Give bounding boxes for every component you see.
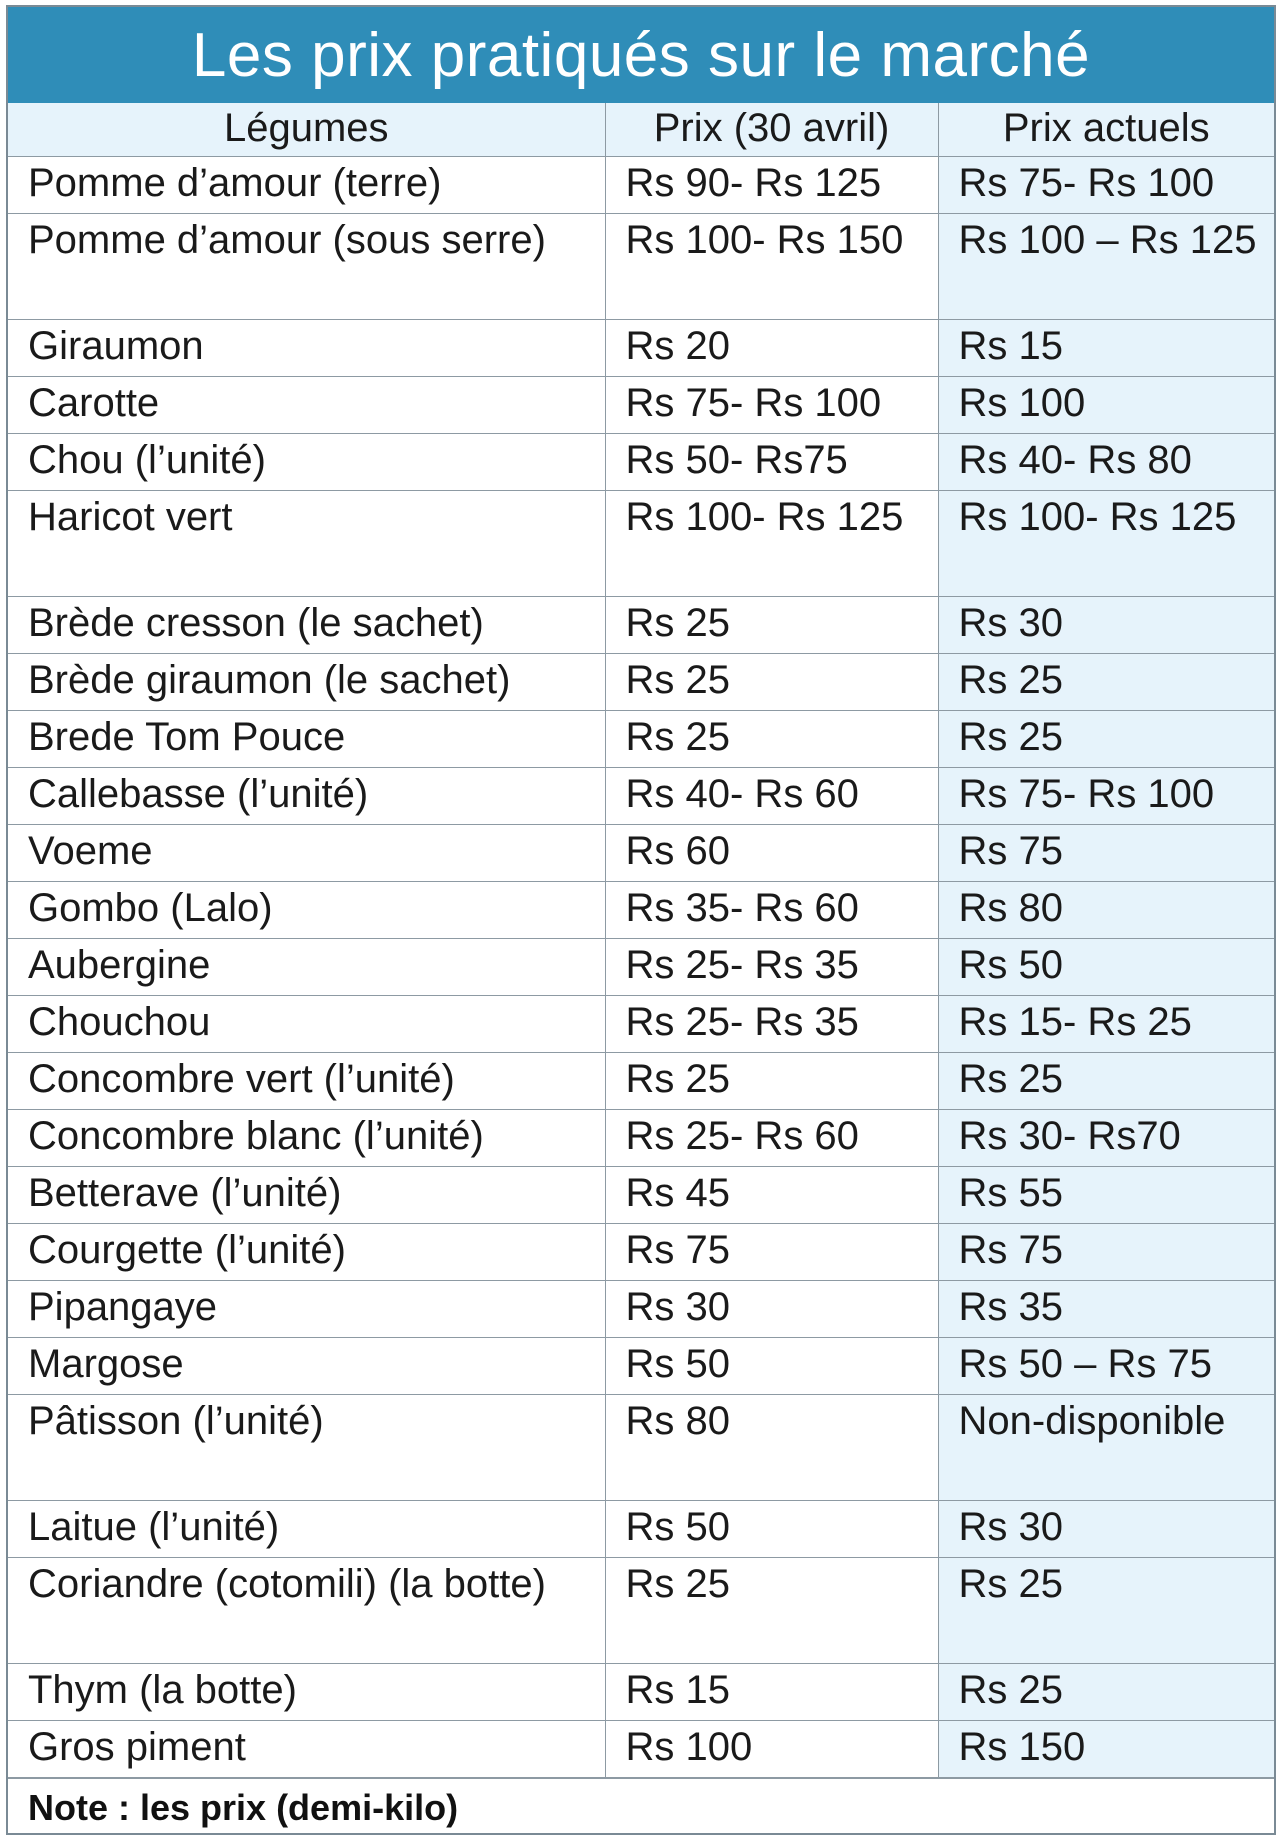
cell-price-current: Rs 100 – Rs 125: [938, 214, 1274, 320]
cell-price-april: Rs 35- Rs 60: [605, 882, 938, 939]
cell-price-current: Rs 80: [938, 882, 1274, 939]
table-row: [8, 434, 1274, 491]
cell-price-april: Rs 25: [605, 711, 938, 768]
cell-price-current: Rs 75- Rs 100: [938, 157, 1274, 214]
table-row: [8, 996, 1274, 1053]
cell-vegetable: Giraumon: [8, 320, 605, 377]
table-row: [8, 768, 1274, 825]
cell-price-current: Rs 25: [938, 1664, 1274, 1721]
cell-vegetable: Margose: [8, 1338, 605, 1395]
cell-price-april: Rs 20: [605, 320, 938, 377]
cell-price-april: Rs 15: [605, 1664, 938, 1721]
cell-price-current: Rs 55: [938, 1167, 1274, 1224]
table-row: [8, 491, 1274, 597]
price-table: [8, 103, 1274, 1778]
table-row: [8, 939, 1274, 996]
cell-price-current: Rs 75: [938, 1224, 1274, 1281]
cell-vegetable: Carotte: [8, 377, 605, 434]
price-table-card: [6, 5, 1276, 1835]
cell-vegetable: Coriandre (cotomili) (la botte): [8, 1558, 605, 1664]
cell-price-current: Rs 50: [938, 939, 1274, 996]
cell-vegetable: Brède cresson (le sachet): [8, 597, 605, 654]
table-row: [8, 825, 1274, 882]
table-row: [8, 1558, 1274, 1664]
cell-price-current: Rs 50 – Rs 75: [938, 1338, 1274, 1395]
cell-price-april: Rs 25: [605, 654, 938, 711]
table-row: [8, 1338, 1274, 1395]
cell-vegetable: Betterave (l’unité): [8, 1167, 605, 1224]
cell-vegetable: Laitue (l’unité): [8, 1501, 605, 1558]
cell-vegetable: Gombo (Lalo): [8, 882, 605, 939]
cell-vegetable: Callebasse (l’unité): [8, 768, 605, 825]
cell-price-current: Rs 25: [938, 1053, 1274, 1110]
cell-price-current: Rs 150: [938, 1721, 1274, 1778]
cell-vegetable: Concombre vert (l’unité): [8, 1053, 605, 1110]
cell-vegetable: Concombre blanc (l’unité): [8, 1110, 605, 1167]
cell-vegetable: Pomme d’amour (terre): [8, 157, 605, 214]
cell-price-april: Rs 100: [605, 1721, 938, 1778]
cell-price-current: Non-disponible: [938, 1395, 1274, 1501]
table-row: [8, 1167, 1274, 1224]
cell-vegetable: Courgette (l’unité): [8, 1224, 605, 1281]
cell-price-april: Rs 75: [605, 1224, 938, 1281]
header-price-april: Prix (30 avril): [605, 103, 938, 157]
cell-vegetable: Gros piment: [8, 1721, 605, 1778]
cell-price-current: Rs 30: [938, 597, 1274, 654]
cell-price-current: Rs 30: [938, 1501, 1274, 1558]
table-row: [8, 377, 1274, 434]
cell-price-april: Rs 50: [605, 1501, 938, 1558]
cell-price-april: Rs 50- Rs75: [605, 434, 938, 491]
cell-price-april: Rs 25- Rs 35: [605, 996, 938, 1053]
cell-price-current: Rs 75- Rs 100: [938, 768, 1274, 825]
cell-vegetable: Voeme: [8, 825, 605, 882]
cell-price-april: Rs 25- Rs 35: [605, 939, 938, 996]
cell-vegetable: Chouchou: [8, 996, 605, 1053]
cell-price-april: Rs 80: [605, 1395, 938, 1501]
cell-price-april: Rs 25: [605, 1053, 938, 1110]
cell-vegetable: Pomme d’amour (sous serre): [8, 214, 605, 320]
cell-price-april: Rs 45: [605, 1167, 938, 1224]
cell-price-current: Rs 75: [938, 825, 1274, 882]
cell-price-april: Rs 50: [605, 1338, 938, 1395]
cell-price-april: Rs 25: [605, 1558, 938, 1664]
cell-price-current: Rs 25: [938, 654, 1274, 711]
table-row: [8, 882, 1274, 939]
table-row: [8, 1053, 1274, 1110]
cell-price-current: Rs 15: [938, 320, 1274, 377]
header-row: [8, 103, 1274, 157]
cell-price-april: Rs 40- Rs 60: [605, 768, 938, 825]
table-body: [8, 157, 1274, 1778]
cell-price-current: Rs 15- Rs 25: [938, 996, 1274, 1053]
cell-vegetable: Brède giraumon (le sachet): [8, 654, 605, 711]
table-row: [8, 1281, 1274, 1338]
cell-price-april: Rs 100- Rs 150: [605, 214, 938, 320]
table-row: [8, 1721, 1274, 1778]
table-row: [8, 157, 1274, 214]
table-row: [8, 214, 1274, 320]
table-row: [8, 597, 1274, 654]
cell-price-april: Rs 100- Rs 125: [605, 491, 938, 597]
table-row: [8, 654, 1274, 711]
table-title: Les prix pratiqués sur le marché: [8, 7, 1274, 103]
cell-price-current: Rs 35: [938, 1281, 1274, 1338]
table-row: [8, 1110, 1274, 1167]
cell-vegetable: Pipangaye: [8, 1281, 605, 1338]
table-row: [8, 1664, 1274, 1721]
cell-vegetable: Aubergine: [8, 939, 605, 996]
cell-price-april: Rs 90- Rs 125: [605, 157, 938, 214]
header-vegetables: Légumes: [8, 103, 605, 157]
table-row: [8, 1224, 1274, 1281]
cell-price-april: Rs 75- Rs 100: [605, 377, 938, 434]
table-row: [8, 1395, 1274, 1501]
cell-price-april: Rs 25: [605, 597, 938, 654]
cell-price-current: Rs 25: [938, 711, 1274, 768]
cell-price-current: Rs 25: [938, 1558, 1274, 1664]
table-row: [8, 320, 1274, 377]
cell-vegetable: Haricot vert: [8, 491, 605, 597]
cell-price-current: Rs 30- Rs70: [938, 1110, 1274, 1167]
cell-price-april: Rs 60: [605, 825, 938, 882]
cell-price-april: Rs 25- Rs 60: [605, 1110, 938, 1167]
table-row: [8, 1501, 1274, 1558]
header-price-current: Prix actuels: [938, 103, 1274, 157]
table-row: [8, 711, 1274, 768]
cell-price-current: Rs 40- Rs 80: [938, 434, 1274, 491]
cell-vegetable: Pâtisson (l’unité): [8, 1395, 605, 1501]
cell-vegetable: Brede Tom Pouce: [8, 711, 605, 768]
cell-vegetable: Chou (l’unité): [8, 434, 605, 491]
price-note: Note : les prix (demi-kilo): [8, 1778, 1274, 1837]
cell-vegetable: Thym (la botte): [8, 1664, 605, 1721]
cell-price-current: Rs 100- Rs 125: [938, 491, 1274, 597]
cell-price-current: Rs 100: [938, 377, 1274, 434]
cell-price-april: Rs 30: [605, 1281, 938, 1338]
